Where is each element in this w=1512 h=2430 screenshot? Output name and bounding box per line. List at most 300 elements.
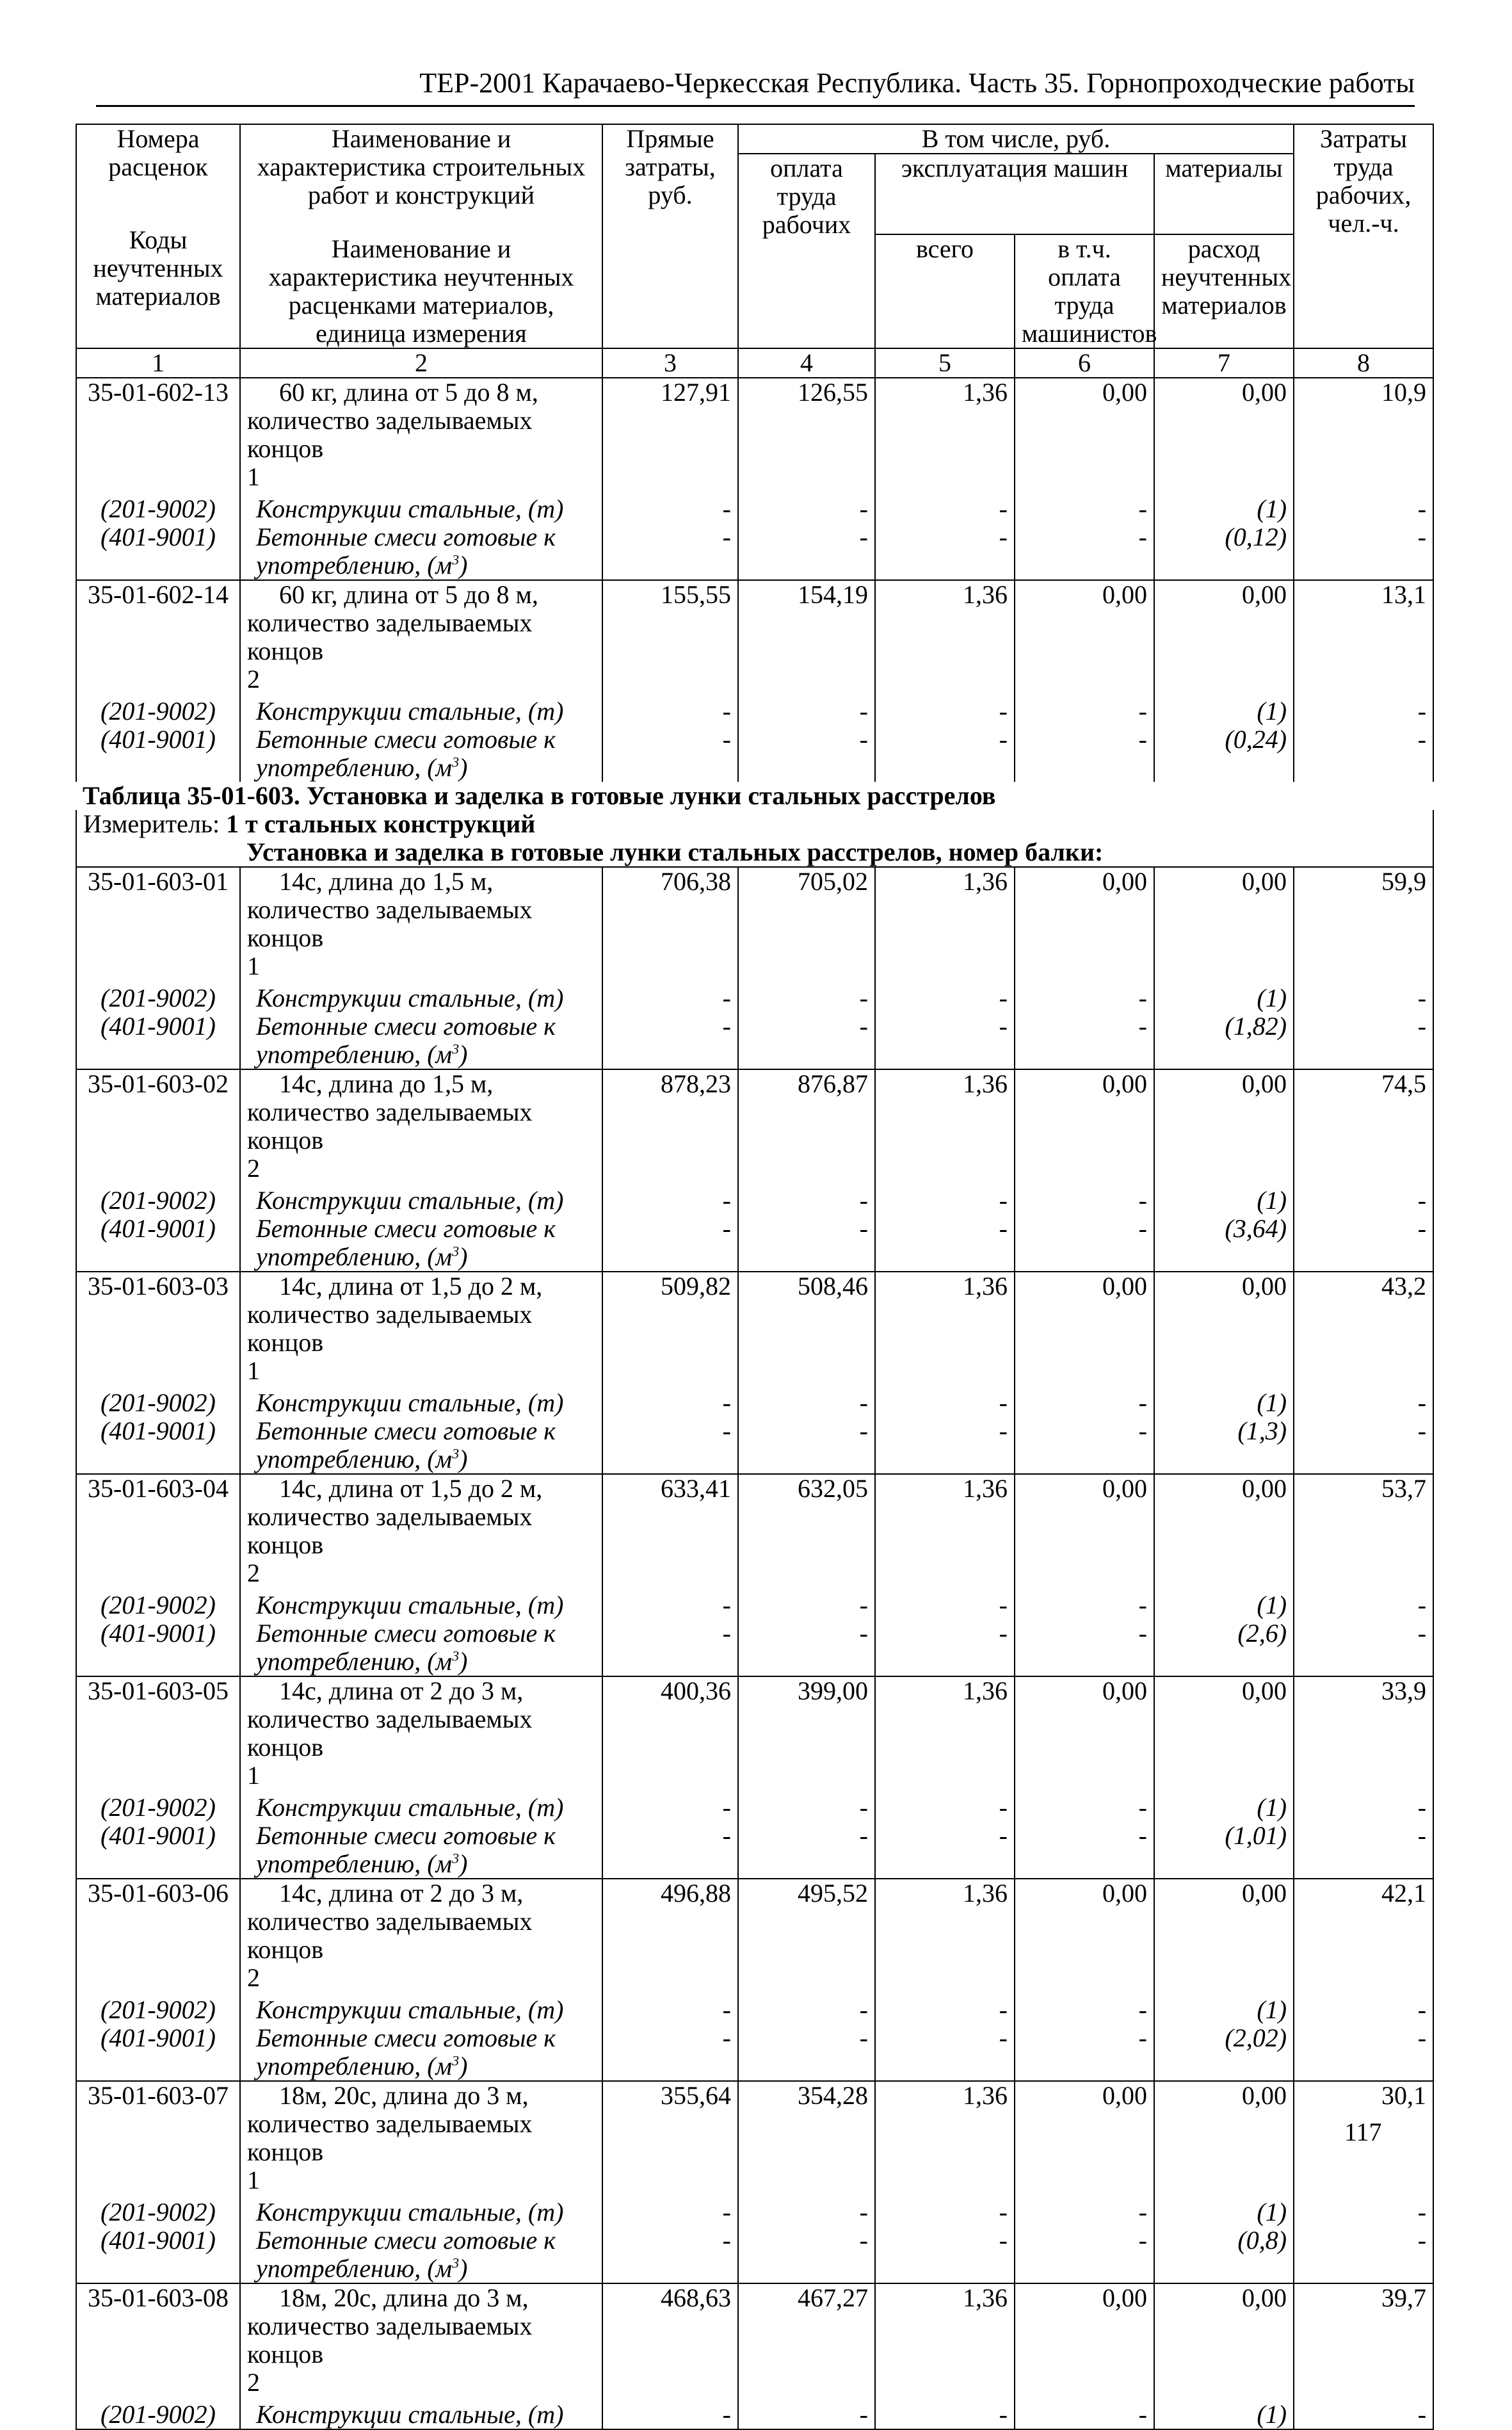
dash-cell: - xyxy=(602,523,738,580)
header-col2-bottom: Наименование и характеристика неучтенных расценками материалов, единица измерения xyxy=(268,234,574,348)
rate-row xyxy=(76,1474,1433,1591)
labor-hours: 30,1 xyxy=(1294,2081,1433,2198)
material-quantity: (1,82) xyxy=(1154,1012,1294,1069)
dash-cell: - xyxy=(602,1187,738,1215)
dash-cell: - xyxy=(738,2198,875,2226)
material-description xyxy=(240,1996,602,2024)
dash-cell: - xyxy=(875,1417,1015,1474)
material-row xyxy=(76,1619,1433,1676)
rate-code: 35-01-603-03 xyxy=(76,1272,240,1389)
header-col4: оплата труда рабочих xyxy=(738,154,875,348)
rate-description-line: 14с, длина до 1,5 м, xyxy=(279,1069,494,1098)
dash-cell: - xyxy=(738,1187,875,1215)
dash-cell: - xyxy=(738,725,875,782)
rate-description-line: 2 xyxy=(247,1963,260,1992)
dash-cell: - xyxy=(738,1389,875,1417)
material-row xyxy=(76,1187,1433,1215)
material-name: Конструкции стальные, (т) xyxy=(256,1186,564,1215)
machinist-labor-cost: 0,00 xyxy=(1015,378,1154,495)
material-name xyxy=(247,523,595,579)
material-quantity: (0,8) xyxy=(1154,2226,1294,2283)
header-col6: в т.ч. оплата труда машинистов xyxy=(1015,234,1154,348)
dash-cell: - xyxy=(602,1417,738,1474)
material-name-text: Бетонные смеси готовые к употреблению, (м xyxy=(256,1416,556,1473)
material-name-text: Бетонные смеси готовые к употреблению, (м xyxy=(256,2023,556,2080)
dash-cell: - xyxy=(875,2024,1015,2081)
rate-code: 35-01-603-07 xyxy=(76,2081,240,2198)
rate-description xyxy=(240,1069,602,1187)
rate-row xyxy=(76,378,1433,495)
material-name-close: ) xyxy=(459,1040,468,1069)
rate-description-line: 1 xyxy=(247,2166,260,2194)
dash-cell: - xyxy=(875,1822,1015,1879)
labor-cost: 876,87 xyxy=(738,1069,875,1187)
machine-cost: 1,36 xyxy=(875,1069,1015,1187)
dash-cell: - xyxy=(1294,1012,1433,1069)
rates-table xyxy=(76,124,1434,2430)
material-name: Конструкции стальные, (т) xyxy=(256,494,564,523)
material-description xyxy=(240,1591,602,1619)
material-code: (201-9002) xyxy=(76,1389,240,1417)
unit-exponent: 3 xyxy=(452,1041,460,1057)
dash-cell: - xyxy=(602,1591,738,1619)
dash-cell: - xyxy=(738,1822,875,1879)
labor-cost: 154,19 xyxy=(738,580,875,697)
dash-cell: - xyxy=(602,725,738,782)
measurer-label: Измеритель: xyxy=(83,809,220,838)
material-name-close: ) xyxy=(459,2052,468,2080)
rate-description xyxy=(240,1474,602,1591)
header-col1 xyxy=(76,124,240,348)
rate-code: 35-01-603-04 xyxy=(76,1474,240,1591)
material-quantity: (1) xyxy=(1154,1187,1294,1215)
material-name: Конструкции стальные, (т) xyxy=(256,1388,564,1417)
labor-hours: 10,9 xyxy=(1294,378,1433,495)
dash-cell: - xyxy=(1294,523,1433,580)
direct-cost: 400,36 xyxy=(602,1676,738,1794)
material-name: Конструкции стальные, (т) xyxy=(256,1591,564,1619)
column-number: 1 xyxy=(76,348,240,378)
dash-cell: - xyxy=(738,523,875,580)
dash-cell: - xyxy=(1015,697,1154,725)
labor-hours: 42,1 xyxy=(1294,1879,1433,1996)
rate-description-line: 1 xyxy=(247,952,260,980)
material-code: (201-9002) xyxy=(76,495,240,523)
machine-cost: 1,36 xyxy=(875,867,1015,984)
dash-cell: - xyxy=(738,1591,875,1619)
dash-cell: - xyxy=(738,2401,875,2429)
machinist-labor-cost: 0,00 xyxy=(1015,1676,1154,1794)
subheading-spacer xyxy=(76,838,240,867)
material-description xyxy=(240,1012,602,1069)
material-description xyxy=(240,697,602,725)
measurer-value: 1 т стальных конструкций xyxy=(226,809,536,838)
column-number: 7 xyxy=(1154,348,1294,378)
header-materials: материалы xyxy=(1154,154,1294,234)
header-group: В том числе, руб. xyxy=(738,124,1294,154)
rate-description-line: количество заделываемых концов xyxy=(247,1098,533,1154)
dash-cell: - xyxy=(602,697,738,725)
dash-cell: - xyxy=(1015,1822,1154,1879)
labor-cost: 705,02 xyxy=(738,867,875,984)
dash-cell: - xyxy=(875,2401,1015,2429)
column-number: 3 xyxy=(602,348,738,378)
machinist-labor-cost: 0,00 xyxy=(1015,2081,1154,2198)
labor-hours: 39,7 xyxy=(1294,2283,1433,2401)
material-cost: 0,00 xyxy=(1154,1272,1294,1389)
dash-cell: - xyxy=(1294,1215,1433,1272)
material-code: (401-9001) xyxy=(76,1417,240,1474)
direct-cost: 155,55 xyxy=(602,580,738,697)
material-description xyxy=(240,1187,602,1215)
material-code: (201-9002) xyxy=(76,1794,240,1822)
column-number: 6 xyxy=(1015,348,1154,378)
rate-row xyxy=(76,1879,1433,1996)
rate-row xyxy=(76,1272,1433,1389)
material-row xyxy=(76,1794,1433,1822)
material-name: Конструкции стальные, (т) xyxy=(256,697,564,725)
material-quantity: (1) xyxy=(1154,2198,1294,2226)
dash-cell: - xyxy=(875,725,1015,782)
dash-cell: - xyxy=(1015,523,1154,580)
dash-cell: - xyxy=(1294,697,1433,725)
header-col5: всего xyxy=(875,234,1015,348)
material-description xyxy=(240,1417,602,1474)
dash-cell: - xyxy=(1015,2401,1154,2429)
dash-cell: - xyxy=(738,495,875,523)
unit-exponent: 3 xyxy=(452,1648,460,1664)
labor-cost: 467,27 xyxy=(738,2283,875,2401)
dash-cell: - xyxy=(1294,2226,1433,2283)
dash-cell: - xyxy=(1015,2198,1154,2226)
header-col2-top: Наименование и характеристика строительных работ и конструкций xyxy=(257,124,586,209)
machinist-labor-cost: 0,00 xyxy=(1015,867,1154,984)
material-name-text: Бетонные смеси готовые к употреблению, (м xyxy=(256,1619,556,1676)
rate-code: 35-01-602-13 xyxy=(76,378,240,495)
rate-code: 35-01-602-14 xyxy=(76,580,240,697)
rate-code: 35-01-603-05 xyxy=(76,1676,240,1794)
rate-code: 35-01-603-06 xyxy=(76,1879,240,1996)
machinist-labor-cost: 0,00 xyxy=(1015,1474,1154,1591)
dash-cell: - xyxy=(1294,495,1433,523)
labor-hours: 43,2 xyxy=(1294,1272,1433,1389)
rate-description xyxy=(240,1879,602,1996)
machinist-labor-cost: 0,00 xyxy=(1015,580,1154,697)
material-name xyxy=(247,2024,595,2080)
material-row xyxy=(76,1996,1433,2024)
measurer xyxy=(76,810,1433,838)
column-numbers-row xyxy=(76,348,1433,378)
dash-cell: - xyxy=(875,697,1015,725)
material-cost: 0,00 xyxy=(1154,1474,1294,1591)
dash-cell: - xyxy=(875,495,1015,523)
unit-exponent: 3 xyxy=(452,754,460,770)
dash-cell: - xyxy=(1294,2024,1433,2081)
material-code: (201-9002) xyxy=(76,697,240,725)
material-row xyxy=(76,2226,1433,2283)
material-name-text: Бетонные смеси готовые к употреблению, (м xyxy=(256,2226,556,2283)
direct-cost: 878,23 xyxy=(602,1069,738,1187)
dash-cell: - xyxy=(738,1012,875,1069)
dash-cell: - xyxy=(875,984,1015,1012)
material-cost: 0,00 xyxy=(1154,1879,1294,1996)
material-quantity: (1) xyxy=(1154,2401,1294,2429)
dash-cell: - xyxy=(738,697,875,725)
table-title-row xyxy=(76,782,1433,810)
material-name-close: ) xyxy=(459,551,468,579)
material-row xyxy=(76,984,1433,1012)
rate-description-line: 1 xyxy=(247,1761,260,1790)
material-name: Конструкции стальные, (т) xyxy=(256,2198,564,2226)
material-name-text: Бетонные смеси готовые к употреблению, (м xyxy=(256,1012,556,1069)
dash-cell: - xyxy=(602,495,738,523)
dash-cell: - xyxy=(738,2024,875,2081)
dash-cell: - xyxy=(1294,1591,1433,1619)
rate-description-line: количество заделываемых концов xyxy=(247,2312,533,2369)
unit-exponent: 3 xyxy=(452,2052,460,2069)
material-description xyxy=(240,2226,602,2283)
material-description xyxy=(240,1215,602,1272)
material-code: (401-9001) xyxy=(76,1822,240,1879)
labor-hours: 33,9 xyxy=(1294,1676,1433,1794)
labor-hours: 53,7 xyxy=(1294,1474,1433,1591)
rate-description xyxy=(240,1272,602,1389)
dash-cell: - xyxy=(1294,1417,1433,1474)
material-description xyxy=(240,725,602,782)
unit-exponent: 3 xyxy=(452,1243,460,1260)
dash-cell: - xyxy=(602,1012,738,1069)
header-col7: расход неучтенных материалов xyxy=(1154,234,1294,348)
material-cost: 0,00 xyxy=(1154,1069,1294,1187)
dash-cell: - xyxy=(738,1215,875,1272)
material-description xyxy=(240,2198,602,2226)
material-name-text: Бетонные смеси готовые к употреблению, (м xyxy=(256,725,556,782)
dash-cell: - xyxy=(738,1996,875,2024)
subheading-row xyxy=(76,838,1433,867)
material-name-text: Бетонные смеси готовые к употреблению, (м xyxy=(256,522,556,579)
material-code: (401-9001) xyxy=(76,523,240,580)
rate-row xyxy=(76,580,1433,697)
material-row xyxy=(76,1591,1433,1619)
material-row xyxy=(76,1215,1433,1272)
rate-description-line: 14с, длина от 1,5 до 2 м, xyxy=(279,1272,543,1300)
dash-cell: - xyxy=(1015,2226,1154,2283)
dash-cell: - xyxy=(602,1794,738,1822)
header-col3: Прямые затраты, руб. xyxy=(602,124,738,348)
dash-cell: - xyxy=(1294,2401,1433,2429)
material-row xyxy=(76,1822,1433,1879)
rate-row xyxy=(76,1676,1433,1794)
material-row xyxy=(76,725,1433,782)
material-description xyxy=(240,2401,602,2429)
material-code: (201-9002) xyxy=(76,1187,240,1215)
dash-cell: - xyxy=(1015,725,1154,782)
dash-cell: - xyxy=(875,1012,1015,1069)
rate-description-line: 14с, длина до 1,5 м, xyxy=(279,867,494,896)
labor-cost: 126,55 xyxy=(738,378,875,495)
dash-cell: - xyxy=(1015,1215,1154,1272)
dash-cell: - xyxy=(738,1619,875,1676)
material-quantity: (1) xyxy=(1154,1389,1294,1417)
rate-description-line: 2 xyxy=(247,2368,260,2397)
dash-cell: - xyxy=(602,2401,738,2429)
machine-cost: 1,36 xyxy=(875,1474,1015,1591)
rate-row xyxy=(76,867,1433,984)
rate-description-line: 18м, 20с, длина до 3 м, xyxy=(279,2081,529,2110)
rate-description-line: 14с, длина от 2 до 3 м, xyxy=(279,1879,524,1908)
material-description xyxy=(240,2024,602,2081)
machinist-labor-cost: 0,00 xyxy=(1015,2283,1154,2401)
machine-cost: 1,36 xyxy=(875,1676,1015,1794)
material-code: (201-9002) xyxy=(76,1996,240,2024)
direct-cost: 496,88 xyxy=(602,1879,738,1996)
material-description xyxy=(240,495,602,523)
dash-cell: - xyxy=(1294,984,1433,1012)
dash-cell: - xyxy=(602,2226,738,2283)
material-description xyxy=(240,1389,602,1417)
header-col8: Затраты труда рабочих, чел.-ч. xyxy=(1294,124,1433,348)
dash-cell: - xyxy=(1015,1619,1154,1676)
labor-hours: 74,5 xyxy=(1294,1069,1433,1187)
dash-cell: - xyxy=(875,1996,1015,2024)
rate-code: 35-01-603-02 xyxy=(76,1069,240,1187)
material-cost: 0,00 xyxy=(1154,580,1294,697)
material-name xyxy=(247,2226,595,2283)
rate-code: 35-01-603-01 xyxy=(76,867,240,984)
dash-cell: - xyxy=(1294,1794,1433,1822)
machine-cost: 1,36 xyxy=(875,1879,1015,1996)
column-number: 5 xyxy=(875,348,1015,378)
dash-cell: - xyxy=(1015,495,1154,523)
material-quantity: (0,12) xyxy=(1154,523,1294,580)
dash-cell: - xyxy=(1015,1417,1154,1474)
material-row xyxy=(76,2401,1433,2429)
material-code: (401-9001) xyxy=(76,725,240,782)
material-name xyxy=(247,1619,595,1676)
dash-cell: - xyxy=(1015,1591,1154,1619)
dash-cell: - xyxy=(1294,1619,1433,1676)
material-quantity: (2,6) xyxy=(1154,1619,1294,1676)
table-title: Таблица 35-01-603. Установка и заделка в готовые лунки стальных расстрелов xyxy=(83,781,996,810)
dash-cell: - xyxy=(875,1619,1015,1676)
material-name xyxy=(247,1012,595,1069)
dash-cell: - xyxy=(1294,1187,1433,1215)
dash-cell: - xyxy=(602,984,738,1012)
dash-cell: - xyxy=(602,1619,738,1676)
machine-cost: 1,36 xyxy=(875,1272,1015,1389)
dash-cell: - xyxy=(1015,1389,1154,1417)
column-number: 4 xyxy=(738,348,875,378)
material-name: Конструкции стальные, (т) xyxy=(256,1793,564,1822)
labor-hours: 59,9 xyxy=(1294,867,1433,984)
dash-cell: - xyxy=(602,1389,738,1417)
dash-cell: - xyxy=(1294,2198,1433,2226)
dash-cell: - xyxy=(875,523,1015,580)
material-quantity: (1) xyxy=(1154,495,1294,523)
unit-exponent: 3 xyxy=(452,2255,460,2271)
dash-cell: - xyxy=(1015,1794,1154,1822)
material-code: (201-9002) xyxy=(76,2198,240,2226)
material-quantity: (1) xyxy=(1154,1996,1294,2024)
material-quantity: (1,3) xyxy=(1154,1417,1294,1474)
rate-row xyxy=(76,1069,1433,1187)
machinist-labor-cost: 0,00 xyxy=(1015,1272,1154,1389)
material-name xyxy=(247,1417,595,1473)
dash-cell: - xyxy=(1015,1187,1154,1215)
material-name-close: ) xyxy=(459,1242,468,1271)
machine-cost: 1,36 xyxy=(875,2283,1015,2401)
rate-description-line: количество заделываемых концов xyxy=(247,1502,533,1559)
dash-cell: - xyxy=(738,984,875,1012)
rate-row xyxy=(76,2081,1433,2198)
rate-description-line: количество заделываемых концов xyxy=(247,1300,533,1357)
material-cost: 0,00 xyxy=(1154,867,1294,984)
dash-cell: - xyxy=(738,1417,875,1474)
material-name-close: ) xyxy=(459,1849,468,1878)
direct-cost: 509,82 xyxy=(602,1272,738,1389)
material-quantity: (1) xyxy=(1154,984,1294,1012)
direct-cost: 355,64 xyxy=(602,2081,738,2198)
dash-cell: - xyxy=(875,2198,1015,2226)
machine-cost: 1,36 xyxy=(875,378,1015,495)
material-name-close: ) xyxy=(459,753,468,782)
dash-cell: - xyxy=(602,2024,738,2081)
unit-exponent: 3 xyxy=(452,1850,460,1867)
rate-description xyxy=(240,2283,602,2401)
material-description xyxy=(240,1619,602,1676)
material-cost: 0,00 xyxy=(1154,378,1294,495)
material-code: (401-9001) xyxy=(76,1215,240,1272)
material-description xyxy=(240,1794,602,1822)
material-name-text: Бетонные смеси готовые к употреблению, (м xyxy=(256,1214,556,1271)
material-quantity: (1) xyxy=(1154,1794,1294,1822)
labor-cost: 508,46 xyxy=(738,1272,875,1389)
material-name xyxy=(247,725,595,782)
direct-cost: 468,63 xyxy=(602,2283,738,2401)
material-row xyxy=(76,1012,1433,1069)
dash-cell: - xyxy=(1294,1389,1433,1417)
rate-description-line: количество заделываемых концов xyxy=(247,608,533,665)
measurer-row xyxy=(76,810,1433,838)
machinist-labor-cost: 0,00 xyxy=(1015,1879,1154,1996)
material-quantity: (2,02) xyxy=(1154,2024,1294,2081)
material-cost: 0,00 xyxy=(1154,2081,1294,2198)
machine-cost: 1,36 xyxy=(875,580,1015,697)
material-row xyxy=(76,697,1433,725)
column-number: 8 xyxy=(1294,348,1433,378)
labor-cost: 354,28 xyxy=(738,2081,875,2198)
dash-cell: - xyxy=(1294,1822,1433,1879)
direct-cost: 706,38 xyxy=(602,867,738,984)
column-number: 2 xyxy=(240,348,602,378)
material-name: Конструкции стальные, (т) xyxy=(256,984,564,1012)
rate-description-line: 60 кг, длина от 5 до 8 м, xyxy=(279,580,538,609)
material-name: Конструкции стальные, (т) xyxy=(256,1995,564,2024)
rate-description-line: 60 кг, длина от 5 до 8 м, xyxy=(279,378,538,407)
material-code: (201-9002) xyxy=(76,984,240,1012)
header-machines: эксплуатация машин xyxy=(875,154,1154,234)
rate-description-line: 18м, 20с, длина до 3 м, xyxy=(279,2283,529,2312)
dash-cell: - xyxy=(875,1591,1015,1619)
material-name-close: ) xyxy=(459,1445,468,1473)
rate-description xyxy=(240,378,602,495)
material-name xyxy=(247,1822,595,1878)
rate-description-line: количество заделываемых концов xyxy=(247,895,533,952)
rate-description-line: 1 xyxy=(247,1356,260,1385)
material-name-close: ) xyxy=(459,1647,468,1676)
material-row xyxy=(76,523,1433,580)
material-code: (201-9002) xyxy=(76,2401,240,2429)
